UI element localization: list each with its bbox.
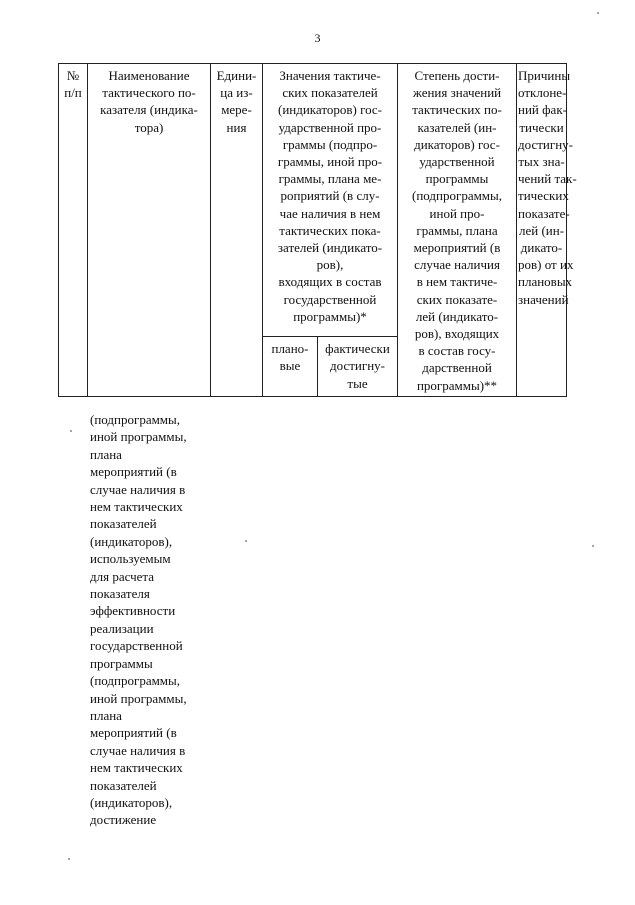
indicator-table [58, 63, 577, 397]
text-line: мероприятий (в [90, 725, 177, 741]
text-line: казателя (индика- [100, 102, 198, 118]
text-line: тактического по- [102, 85, 196, 101]
text-line: п/п [64, 85, 82, 101]
text-line: плана [90, 707, 122, 723]
text-line: вые [279, 358, 301, 374]
text-line: государственной [90, 638, 183, 654]
scan-speck [245, 540, 247, 542]
text-line: лей (индикато- [415, 308, 499, 324]
text-line: государственной [283, 291, 377, 307]
text-line: ца из- [220, 85, 253, 101]
text-line: (подпрограммы, [90, 412, 181, 427]
text-line: мероприятий (в [413, 240, 501, 256]
text-line: случае наличия в [90, 742, 186, 758]
text-line: для расчета [90, 568, 155, 584]
text-line: плановых [518, 274, 573, 290]
text-line: значений [518, 291, 569, 307]
text-line: Наименование [108, 68, 190, 83]
header-indicator-name [88, 64, 211, 397]
text-line: дикато- [520, 240, 563, 256]
text-line: иной программы, [90, 690, 187, 706]
text-line: лей (ин- [518, 222, 565, 238]
header-deviation-reasons [517, 64, 577, 397]
text-line: программы)** [416, 377, 498, 393]
text-line: чений так- [518, 171, 577, 187]
text-line: тактических по- [412, 102, 502, 118]
text-line: показате- [518, 205, 570, 221]
text-line: дикаторов) гос- [414, 136, 500, 152]
text-line: (индикаторов), [90, 794, 173, 810]
text-line: ударственной [419, 154, 495, 170]
text-line: Причины [518, 68, 571, 83]
text-line: Едини- [216, 68, 257, 83]
text-line: показателей [90, 516, 157, 532]
text-line: казателей (ин- [417, 119, 497, 135]
text-line: в состав госу- [418, 343, 496, 359]
text-line: нем тактических [90, 760, 183, 776]
text-line: дарственной [422, 360, 492, 376]
header-unit [211, 64, 263, 397]
text-line: иной программы, [90, 429, 187, 445]
text-line: Степень дости- [414, 68, 500, 83]
text-line: плана [90, 446, 122, 462]
scan-speck [68, 858, 70, 860]
continuation-text [90, 411, 187, 829]
text-line: случае наличия [414, 257, 500, 273]
text-line: мере- [221, 102, 252, 118]
text-line: жения значений [412, 85, 502, 101]
header-planned [263, 337, 318, 397]
text-line: тически [519, 119, 564, 135]
text-line: программы)* [293, 308, 367, 324]
text-line: показателей [90, 777, 157, 793]
text-line: чае наличия в нем [279, 205, 381, 221]
text-line: ров) от их [518, 257, 574, 273]
text-line: Значения тактиче- [279, 68, 381, 83]
text-line: достижение [90, 812, 157, 828]
text-line: тактических пока- [279, 222, 381, 238]
text-line: ров), [316, 257, 344, 273]
scan-speck [597, 12, 599, 14]
text-line: входящих в состав [278, 274, 382, 290]
text-line: программы [90, 655, 153, 671]
text-line: в нем тактиче- [416, 274, 498, 290]
text-line: тых зна- [518, 154, 565, 170]
header-achievement-degree [398, 64, 517, 397]
text-line: отклоне- [518, 85, 567, 101]
text-line: ний фак- [518, 102, 567, 118]
text-line: граммы, плана [416, 222, 498, 238]
text-line: зателей (индикато- [277, 240, 383, 256]
text-line: ров), входящих [414, 326, 500, 342]
page-number: 3 [314, 31, 321, 45]
text-line: случае наличия в [90, 481, 186, 497]
header-indicator-values [263, 64, 398, 337]
text-line: фактически [325, 341, 390, 357]
text-line: программы [425, 171, 489, 187]
text-line: (подпрограммы, [412, 188, 503, 204]
text-line: ния [226, 119, 247, 135]
text-line: ских показате- [416, 291, 498, 307]
text-line: роприятий (в слу- [280, 188, 380, 204]
text-line: нем тактических [90, 499, 183, 515]
text-line: используемым [90, 551, 171, 567]
text-line: тые [347, 375, 368, 391]
text-line: № [66, 68, 80, 83]
text-line: граммы, иной про- [277, 154, 383, 170]
text-line: тора) [134, 119, 164, 135]
text-line: достигну- [518, 136, 573, 152]
scan-speck [70, 430, 72, 432]
text-line: показателя [90, 586, 150, 602]
text-line: (индикаторов), [90, 533, 173, 549]
scan-speck [592, 545, 594, 547]
text-line: (индикаторов) гос- [277, 102, 383, 118]
text-line: эффективности [90, 603, 176, 619]
text-line: реализации [90, 620, 154, 636]
text-line: (подпрограммы, [90, 673, 181, 689]
text-line: ских показателей [282, 85, 378, 101]
text-line: тических [518, 188, 569, 204]
header-actual [318, 337, 398, 397]
text-line: мероприятий (в [90, 464, 177, 480]
header-number [59, 64, 88, 397]
text-line: плано- [271, 341, 309, 357]
text-line: граммы, плана ме- [278, 171, 382, 187]
text-line: иной про- [429, 205, 485, 221]
text-line: граммы (подпро- [282, 136, 378, 152]
text-line: достигну- [330, 358, 385, 374]
text-line: ударственной про- [278, 119, 382, 135]
